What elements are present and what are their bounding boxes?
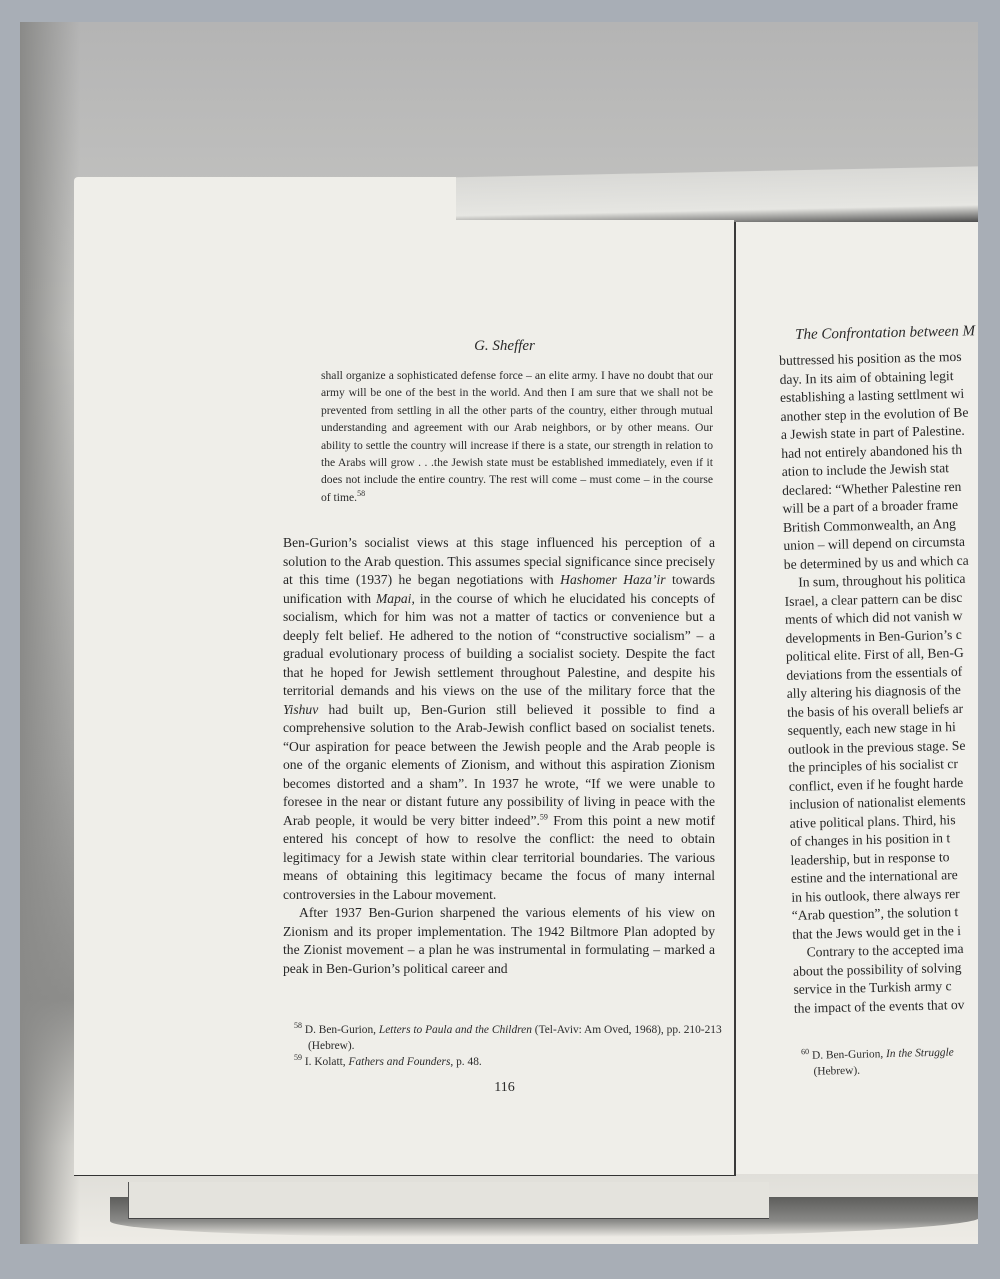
right-text-line: conflict, even if he fought harde: [788, 774, 964, 794]
footnote-58: $^{58}$ D. Ben-Gurion, Letters to Paula and the Children (Tel-Aviv: Am Oved, 1968), pp. 210-213 (Hebrew).: [294, 1021, 722, 1052]
footnote-60-line1: $^{60}$ D. Ben-Gurion, In the Struggle: [800, 1046, 954, 1062]
right-text-line: ative political plans. Third, his: [789, 811, 956, 831]
right-text-line: Israel, a clear pattern can be disc: [784, 589, 963, 609]
right-text-line: leadership, but in response to: [790, 848, 950, 868]
right-text-line: ments of which did not vanish w: [784, 607, 963, 627]
block-quote-text: shall organize a sophisticated defense force – an elite army. I have no doubt that our army will be one of the best in the world. And then I am sure that we shall not be prevented from settling in all the other parts of the country, either through mutual understanding and agreement with our Arab neighbors, or by other means. Our ability to settle the country will increase if there is a state, our strength in relation to the Arabs will grow . . .the Jewish state must be established immediately, even if it does not include the entire country. The rest will come – must come – in the course of time.: [321, 369, 713, 504]
right-text-line: declared: “Whether Palestine ren: [781, 478, 962, 498]
right-text-line: the basis of his overall beliefs ar: [786, 700, 964, 720]
right-text-line: ation to include the Jewish stat: [781, 460, 950, 479]
paragraph-2: After 1937 Ben-Gurion sharpened the various elements of his view on Zionism and its proper implementation. The 1942 Biltmore Plan adopted by the Zionist movement – a plan he was instrumental in formulating – marked a peak in Ben-Gurion’s political career and: [283, 905, 715, 976]
right-text-line: about the possibility of solving: [792, 959, 962, 979]
right-text-line: that the Jews would get in the i: [792, 922, 962, 942]
right-text-line: of changes in his position in t: [789, 830, 951, 849]
footnote-ref-58: 58: [357, 488, 366, 498]
right-text-line: “Arab question”, the solution t: [791, 904, 959, 923]
right-text-line: will be a part of a broader frame: [782, 496, 959, 516]
right-text-line: deviations from the essentials of: [786, 663, 963, 683]
right-text-line: service in the Turkish army c: [793, 978, 952, 997]
right-text-line: political elite. First of all, Ben-G: [785, 644, 964, 664]
right-text-line: another step in the evolution of Be: [780, 404, 969, 424]
right-text-line: had not entirely abandoned his th: [781, 441, 963, 461]
footnote-60-line2: (Hebrew).: [813, 1064, 861, 1078]
right-text-line: day. In its aim of obtaining legit: [779, 367, 954, 387]
right-footnote: [801, 1041, 978, 1080]
right-text-line: British Commonwealth, an Ang: [782, 515, 957, 535]
paragraph-1: Ben-Gurion’s socialist views at this stage influenced his perception of a solution to the Arab question. This assumes special significance since precisely at this time (1937) he began negotiations with Hashomer Haza’ir towards unification with Mapai, in the course of which he elucidated his concepts of socialism, which for him was not a matter of tactics or convenience but a deeply felt belief. He adhered to the notion of “constructive socialism” – a gradual evolutionary process of building a socialist society. Despite the fact that he hoped for Jewish settlement throughout Palestine, and despite his territorial demands and his views on the use of the military force that the Yishuv had built up, Ben-Gurion still believed it possible to find a comprehensive solution to the Arab-Jewish conflict based on socialist tenets. “Our aspiration for peace between the Jewish people and the Arab people is one of the organic elements of Zionism, and without this aspiration Zionism becomes distorted and a sham”. In 1937 he wrote, “If we were unable to foresee in the near or distant future any possibility of living in peace with the Arab people, it would be very bitter indeed”.$^{59}$ From this point a new motif entered his concept of how to resolve the conflict: the need to obtain legitimacy for a Jewish state within clear territorial boundaries. The various means of obtaining this legitimacy became the focus of many internal controversies in the Labour movement.: [283, 535, 715, 902]
right-text-line: estine and the international are: [790, 867, 958, 886]
page-number: 116: [494, 1080, 515, 1095]
left-running-head: G. Sheffer: [474, 338, 535, 354]
left-footnotes: [294, 1022, 724, 1070]
footnote-59: $^{59}$ I. Kolatt, Fathers and Founders, p. 48.: [294, 1053, 482, 1068]
right-page-body: [779, 345, 978, 1018]
right-text-line: ally altering his diagnosis of the: [786, 681, 961, 701]
right-text-line: developments in Ben-Gurion’s c: [785, 626, 962, 646]
right-text-line: sequently, each new stage in hi: [787, 719, 956, 738]
right-text-line: the impact of the events that ov: [793, 996, 965, 1016]
underlying-page-edge: [128, 1182, 769, 1219]
background-shadow: [20, 22, 80, 1244]
block-quote: [321, 367, 713, 506]
right-text-line: inclusion of nationalist elements: [789, 792, 966, 812]
right-text-line: outlook in the previous stage. Se: [787, 737, 966, 757]
right-running-head: The Confrontation between M: [795, 323, 976, 343]
right-text-line: buttressed his position as the mos: [779, 348, 962, 368]
right-text-line: union – will depend on circumsta: [783, 533, 966, 553]
right-text-line: Contrary to the accepted ima: [806, 940, 964, 960]
right-text-line: In sum, throughout his politica: [798, 570, 966, 590]
right-text-line: establishing a lasting settlment wi: [779, 385, 965, 405]
right-text-line: be determined by us and which ca: [783, 552, 969, 572]
right-text-line: a Jewish state in part of Palestine.: [780, 422, 965, 442]
left-page-body: [283, 534, 715, 978]
right-text-line: in his outlook, there always rer: [791, 885, 960, 905]
right-text-line: the principles of his socialist cr: [788, 756, 959, 775]
footnote-ref-59: 59: [539, 811, 548, 821]
right-page: [736, 222, 978, 1174]
